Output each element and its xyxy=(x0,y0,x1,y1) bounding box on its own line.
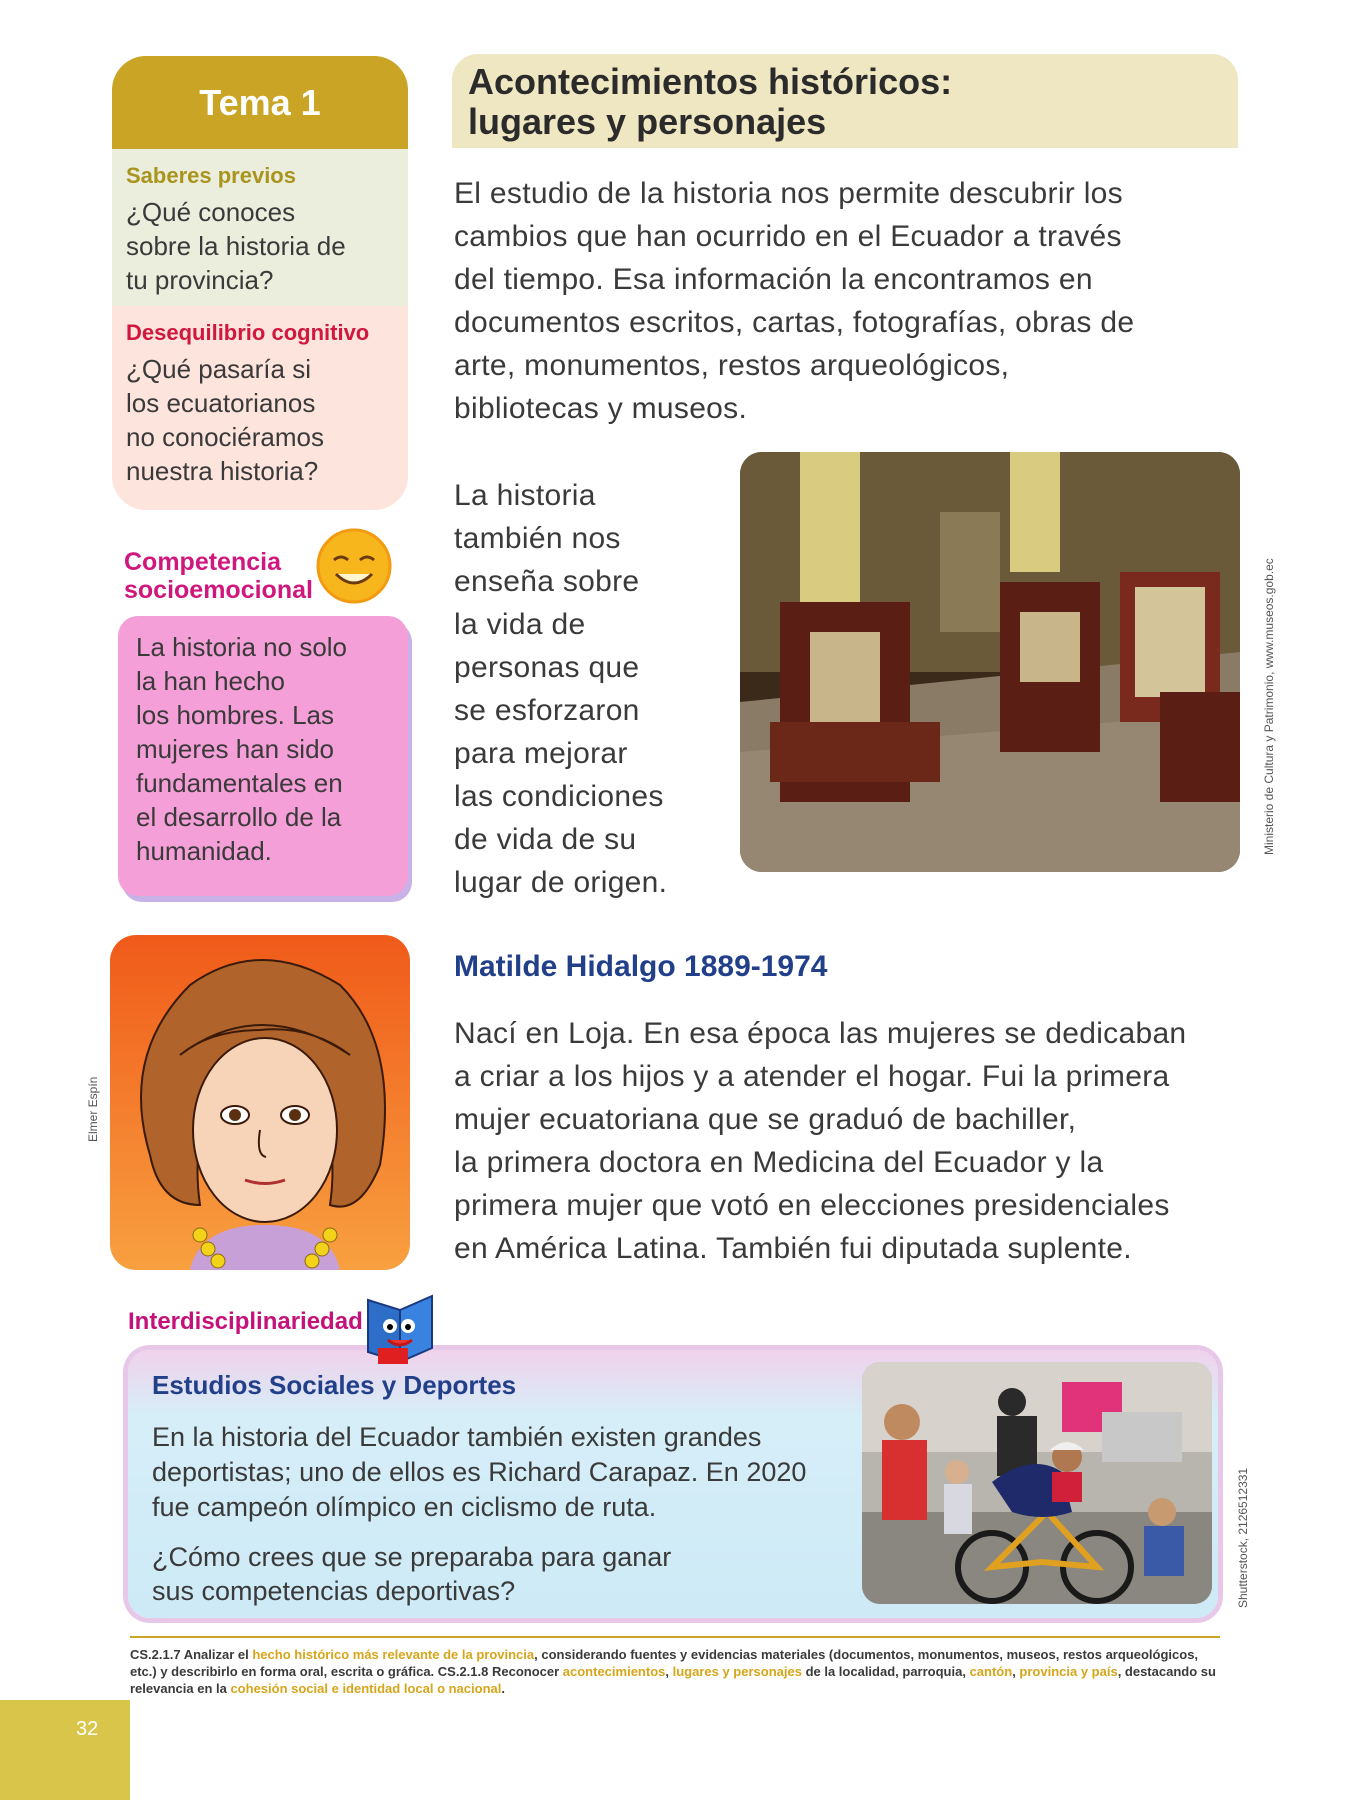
museum-credit: Ministerio de Cultura y Patrimonio, www.museos.gob.ec xyxy=(1262,558,1276,855)
competencia-text xyxy=(136,630,390,868)
saberes-line: sobre la historia de xyxy=(126,231,346,261)
competencia-title xyxy=(124,548,313,604)
history-line: La historia xyxy=(454,479,596,512)
cyclist-photo xyxy=(862,1362,1212,1604)
footnote-highlight: lugares y personajes xyxy=(672,1664,802,1679)
history-line: de vida de su xyxy=(454,823,637,856)
competencia-line: La historia no solo xyxy=(136,632,348,662)
cyclist-credit: Shutterstock, 2126512331 xyxy=(1236,1467,1250,1608)
matilde-line: mujer ecuatoriana que se graduó de bachiller, xyxy=(454,1103,1077,1136)
saberes-previos-box xyxy=(112,149,408,306)
page-number: 32 xyxy=(76,1718,99,1740)
intro-line: bibliotecas y museos. xyxy=(454,392,748,425)
saberes-label: Saberes previos xyxy=(126,163,296,188)
matilde-line: primera mujer que votó en elecciones presidenciales xyxy=(454,1189,1170,1222)
desequilibrio-box xyxy=(112,306,408,510)
footnote-highlight: cohesión social e identidad local o nacional xyxy=(230,1681,502,1696)
intro-paragraph xyxy=(454,172,1244,430)
desequilibrio-text xyxy=(126,352,394,488)
inter-line: deportistas; uno de ellos es Richard Carapaz. En 2020 xyxy=(152,1457,807,1487)
saberes-text xyxy=(126,195,394,297)
matilde-portrait xyxy=(110,935,410,1270)
inter-line: fue campeón olímpico en ciclismo de ruta. xyxy=(152,1492,657,1522)
title-line: lugares y personajes xyxy=(468,101,827,142)
portrait-credit: Elmer Espín xyxy=(86,1076,100,1142)
matilde-paragraph xyxy=(454,1012,1244,1270)
competencia-line: los hombres. Las xyxy=(136,700,334,730)
page-number-strip xyxy=(0,1700,130,1800)
deseq-line: no conociéramos xyxy=(126,422,324,452)
footnote-segment: de la localidad, parroquia, xyxy=(801,1664,970,1679)
saberes-line: ¿Qué conoces xyxy=(126,197,296,227)
intro-line: El estudio de la historia nos permite descubrir los xyxy=(454,177,1123,210)
inter-subtitle: Estudios Sociales y Deportes xyxy=(152,1370,517,1400)
deseq-line: ¿Qué pasaría si xyxy=(126,354,311,384)
footnote-segment: , considerando fuentes y evidencias materiales (documentos, monumentos, museos, restos arqueológicos, etc.) y describirlo en forma oral, escrita o gráfica. CS.2.1.8 Reconocer xyxy=(130,1647,1199,1679)
saberes-line: tu provincia? xyxy=(126,265,274,295)
footnote-highlight: cantón xyxy=(969,1664,1013,1679)
history-line: personas que xyxy=(454,651,640,684)
curriculum-footnote xyxy=(130,1646,1220,1697)
footnote-highlight: hecho histórico más relevante de la provincia xyxy=(252,1647,535,1662)
inter-question xyxy=(152,1540,792,1608)
tema-label: Tema 1 xyxy=(199,81,321,123)
footnote-segment: , xyxy=(1012,1664,1020,1679)
inter-question-line: ¿Cómo crees que se preparaba para ganar xyxy=(152,1542,672,1572)
matilde-line: Nací en Loja. En esa época las mujeres se dedicaban xyxy=(454,1017,1187,1050)
competencia-line: la han hecho xyxy=(136,666,285,696)
history-line: también nos xyxy=(454,522,621,555)
footnote-highlight: provincia y país xyxy=(1019,1664,1118,1679)
competencia-box xyxy=(118,616,408,896)
interdisciplinariedad-label: Interdisciplinariedad xyxy=(128,1308,363,1335)
history-paragraph xyxy=(454,474,724,904)
smiley-face-icon xyxy=(314,526,394,606)
book-character-icon xyxy=(360,1292,440,1367)
competencia-title-line: socioemocional xyxy=(124,576,313,604)
competencia-line: mujeres han sido xyxy=(136,734,334,764)
history-line: las condiciones xyxy=(454,780,664,813)
footnote-segment: , destacando su relevancia en la xyxy=(130,1664,1216,1696)
desequilibrio-label: Desequilibrio cognitivo xyxy=(126,320,370,345)
history-line: enseña sobre xyxy=(454,565,640,598)
competencia-title-line: Competencia xyxy=(124,548,281,576)
matilde-title: Matilde Hidalgo 1889-1974 xyxy=(454,950,828,983)
footnote-segment: CS.2.1.7 Analizar el xyxy=(130,1647,253,1662)
competencia-line: humanidad. xyxy=(136,836,272,866)
intro-line: cambios que han ocurrido en el Ecuador a través xyxy=(454,220,1122,253)
deseq-line: nuestra historia? xyxy=(126,456,319,486)
matilde-line: la primera doctora en Medicina del Ecuador y la xyxy=(454,1146,1104,1179)
intro-line: documentos escritos, cartas, fotografías, obras de xyxy=(454,306,1135,339)
footer-divider xyxy=(130,1636,1220,1638)
intro-line: del tiempo. Esa información la encontramos en xyxy=(454,263,1093,296)
museum-photo xyxy=(740,452,1240,872)
inter-text xyxy=(152,1420,852,1525)
footnote-segment: , xyxy=(665,1664,673,1679)
footnote-segment: . xyxy=(501,1681,505,1696)
page-title xyxy=(452,54,1238,148)
footnote-highlight: acontecimientos xyxy=(562,1664,666,1679)
title-line: Acontecimientos históricos: xyxy=(468,61,953,102)
history-line: para mejorar xyxy=(454,737,628,770)
matilde-line: en América Latina. También fui diputada suplente. xyxy=(454,1232,1132,1265)
competencia-line: el desarrollo de la xyxy=(136,802,342,832)
competencia-line: fundamentales en xyxy=(136,768,343,798)
inter-question-line: sus competencias deportivas? xyxy=(152,1576,516,1606)
history-line: lugar de origen. xyxy=(454,866,668,899)
history-line: se esforzaron xyxy=(454,694,640,727)
history-line: la vida de xyxy=(454,608,586,641)
intro-line: arte, monumentos, restos arqueológicos, xyxy=(454,349,1010,382)
tema-header xyxy=(112,56,408,149)
matilde-line: a criar a los hijos y a atender el hogar. Fui la primera xyxy=(454,1060,1170,1093)
inter-line: En la historia del Ecuador también existen grandes xyxy=(152,1422,762,1452)
deseq-line: los ecuatorianos xyxy=(126,388,316,418)
